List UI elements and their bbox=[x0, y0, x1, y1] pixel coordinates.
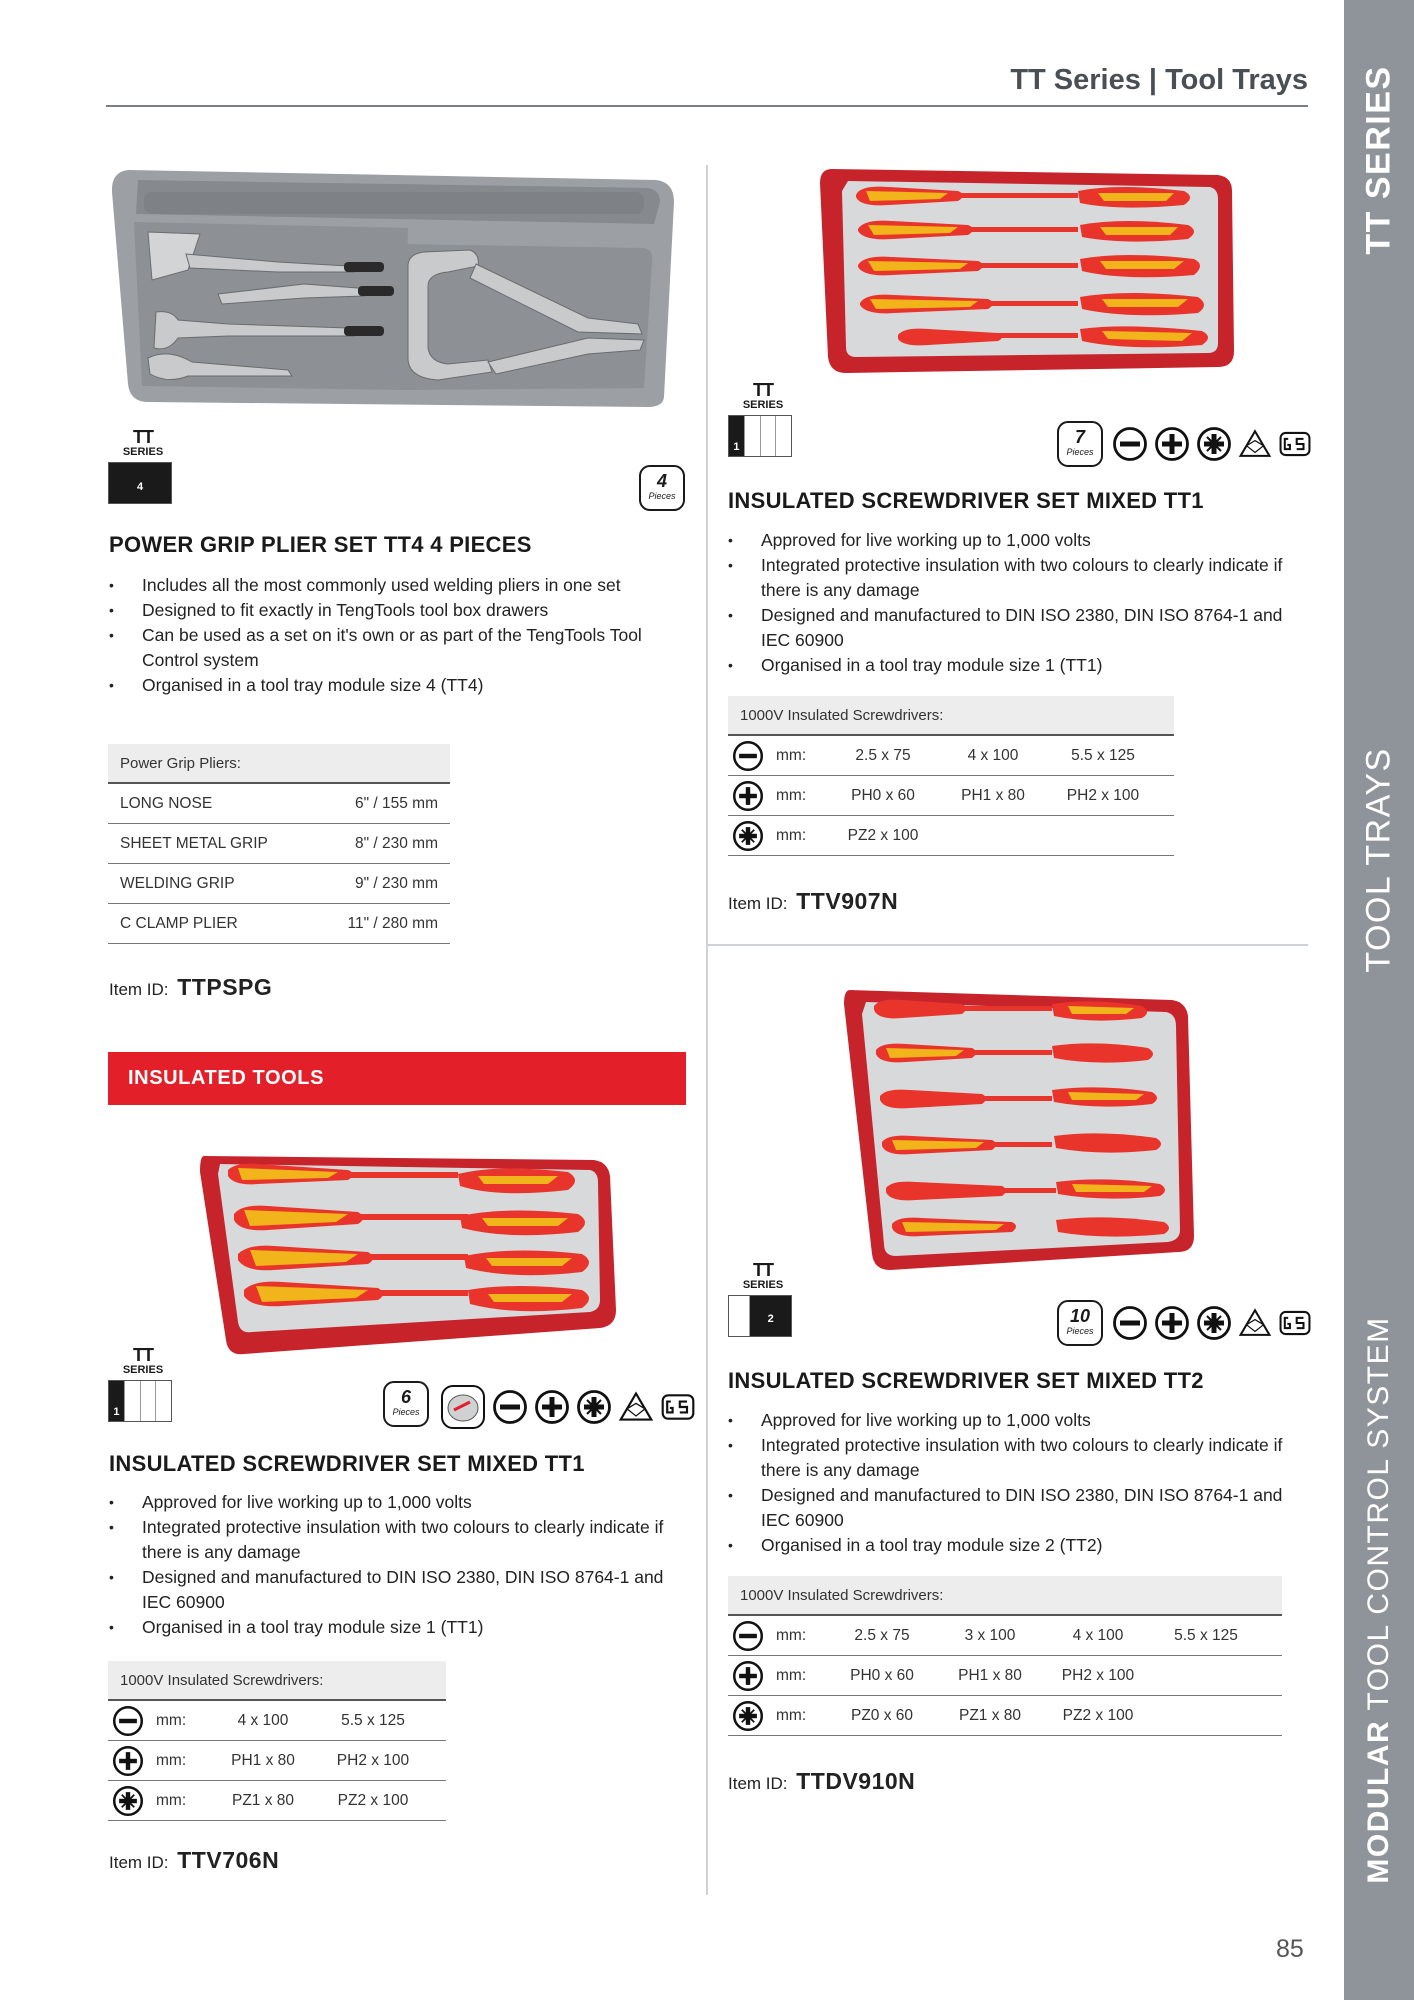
tray-module-size: 4 bbox=[136, 481, 144, 493]
size-value: PH1 x 80 bbox=[958, 1666, 1022, 1684]
plier-set-image bbox=[108, 162, 684, 412]
phillips-icon bbox=[112, 1745, 144, 1777]
unit-label: mm: bbox=[776, 1706, 807, 1724]
feature-item: • Organised in a tool tray module size 1 (TT1) bbox=[109, 1615, 687, 1640]
tray-module-cell bbox=[156, 1381, 171, 1421]
item-id-label: Item ID: bbox=[728, 894, 788, 913]
unit-label: mm: bbox=[776, 826, 807, 844]
table-row bbox=[108, 1741, 446, 1781]
table-row bbox=[108, 1701, 446, 1741]
tt-logo-text: TT bbox=[133, 1345, 153, 1365]
size-value: PH2 x 100 bbox=[1061, 1666, 1135, 1684]
vde-mark-icon bbox=[1238, 1305, 1272, 1341]
tray-module-cell bbox=[750, 1296, 791, 1336]
tray-module-indicator bbox=[728, 1295, 792, 1337]
side-label-tt-series: TT SERIES bbox=[1359, 65, 1398, 255]
pieces-badge bbox=[1057, 1300, 1103, 1346]
section-divider bbox=[708, 944, 1308, 946]
phillips-icon bbox=[732, 780, 764, 812]
table-row bbox=[108, 824, 450, 864]
pozidriv-icon bbox=[732, 1700, 764, 1732]
size-value: 4 x 100 bbox=[967, 746, 1019, 764]
screwdriver-set-6pc-image bbox=[198, 1150, 620, 1358]
spec-table-header: 1000V Insulated Screwdrivers: bbox=[108, 1661, 446, 1701]
item-id bbox=[728, 888, 898, 915]
table-row bbox=[728, 736, 1174, 776]
pozidriv-icon bbox=[112, 1785, 144, 1817]
table-row bbox=[728, 1696, 1282, 1736]
product-title: INSULATED SCREWDRIVER SET MIXED TT2 bbox=[728, 1368, 1204, 1393]
unit-label: mm: bbox=[776, 746, 807, 764]
size-value: PH1 x 80 bbox=[961, 786, 1025, 804]
feature-item: • Organised in a tool tray module size 4 (TT4) bbox=[109, 673, 675, 698]
unit-label: mm: bbox=[776, 1666, 807, 1684]
item-id-value: TTV706N bbox=[177, 1847, 280, 1873]
tt-logo-text: TT bbox=[133, 427, 153, 447]
tt-series-logo bbox=[108, 1346, 178, 1376]
pozidriv-icon bbox=[1196, 1305, 1232, 1341]
size-value: PZ1 x 80 bbox=[958, 1706, 1022, 1724]
table-row bbox=[728, 1616, 1282, 1656]
feature-item: • Organised in a tool tray module size 1 (TT1) bbox=[728, 653, 1306, 678]
page-title: TT Series | Tool Trays bbox=[1010, 64, 1308, 96]
size-value: 5.5 x 125 bbox=[341, 1711, 405, 1729]
certification-icons bbox=[1112, 1305, 1312, 1341]
size-value: PH2 x 100 bbox=[1066, 786, 1140, 804]
slotted-icon bbox=[1112, 1305, 1148, 1341]
plier-size: 9" / 230 mm bbox=[354, 874, 438, 892]
feature-list bbox=[109, 1490, 687, 1640]
screwdriver-spec-table bbox=[728, 696, 1174, 856]
series-logo-text: SERIES bbox=[742, 399, 784, 411]
size-value: PH2 x 100 bbox=[336, 1751, 410, 1769]
plier-spec-table bbox=[108, 744, 450, 944]
feature-item: • Can be used as a set on it's own or as part of the TengTools Tool Control system bbox=[109, 623, 675, 673]
tray-module-indicator bbox=[108, 1380, 172, 1422]
header-rule bbox=[106, 105, 1308, 107]
feature-item: • Designed and manufactured to DIN ISO 2380, DIN ISO 8764-1 and IEC 60900 bbox=[728, 603, 1306, 653]
size-value: 4 x 100 bbox=[1072, 1626, 1124, 1644]
side-label-modular-rest: TOOL CONTROL SYSTEM bbox=[1362, 1316, 1395, 1720]
size-value: 5.5 x 125 bbox=[1174, 1626, 1238, 1644]
item-id bbox=[109, 974, 272, 1001]
size-value: 2.5 x 75 bbox=[854, 1626, 910, 1644]
size-value: PH1 x 80 bbox=[231, 1751, 295, 1769]
tt-series-badge bbox=[728, 1261, 798, 1337]
table-row bbox=[108, 864, 450, 904]
plier-name: WELDING GRIP bbox=[120, 874, 235, 892]
tray-module-indicator bbox=[108, 462, 172, 504]
item-id-value: TTDV910N bbox=[796, 1768, 916, 1794]
tray-module-cell bbox=[141, 1381, 157, 1421]
side-label-tool-trays: TOOL TRAYS bbox=[1359, 747, 1398, 973]
table-row bbox=[108, 784, 450, 824]
feature-item: • Integrated protective insulation with two colours to clearly indicate if there is any damage bbox=[728, 553, 1306, 603]
tray-module-size: 1 bbox=[733, 441, 740, 453]
item-id-value: TTPSPG bbox=[177, 974, 273, 1000]
feature-item: • Designed and manufactured to DIN ISO 2380, DIN ISO 8764-1 and IEC 60900 bbox=[109, 1565, 687, 1615]
unit-label: mm: bbox=[156, 1711, 187, 1729]
side-label-modular-bold: MODULAR bbox=[1362, 1719, 1395, 1884]
tray-module-size: 2 bbox=[767, 1313, 774, 1325]
plier-name: C CLAMP PLIER bbox=[120, 914, 238, 932]
item-id-label: Item ID: bbox=[728, 1774, 788, 1793]
feature-item: • Designed and manufactured to DIN ISO 2380, DIN ISO 8764-1 and IEC 60900 bbox=[728, 1483, 1306, 1533]
feature-item: • Organised in a tool tray module size 2 (TT2) bbox=[728, 1533, 1306, 1558]
feature-list bbox=[109, 573, 675, 698]
spec-table-header: 1000V Insulated Screwdrivers: bbox=[728, 696, 1174, 736]
size-value: PZ2 x 100 bbox=[847, 826, 919, 844]
item-id bbox=[109, 1847, 279, 1874]
feature-item: • Integrated protective insulation with two colours to clearly indicate if there is any damage bbox=[728, 1433, 1306, 1483]
pieces-label: Pieces bbox=[1066, 447, 1094, 457]
table-row bbox=[108, 1781, 446, 1821]
gs-mark-icon bbox=[1278, 1305, 1312, 1341]
feature-item: • Approved for live working up to 1,000 volts bbox=[728, 1408, 1306, 1433]
size-value: 3 x 100 bbox=[964, 1626, 1016, 1644]
tt-series-logo bbox=[728, 381, 798, 411]
size-value: PH0 x 60 bbox=[850, 1666, 914, 1684]
tt-series-badge bbox=[728, 381, 798, 457]
tray-module-indicator bbox=[728, 415, 792, 457]
vde-mark-icon bbox=[1238, 426, 1272, 462]
phillips-icon bbox=[732, 1660, 764, 1692]
size-value: PZ0 x 60 bbox=[850, 1706, 914, 1724]
feature-item: • Integrated protective insulation with two colours to clearly indicate if there is any damage bbox=[109, 1515, 687, 1565]
table-row bbox=[728, 776, 1174, 816]
table-row bbox=[108, 904, 450, 944]
size-value: PZ2 x 100 bbox=[1062, 1706, 1134, 1724]
tt-series-logo bbox=[108, 428, 178, 458]
plier-size: 8" / 230 mm bbox=[354, 834, 438, 852]
series-logo-text: SERIES bbox=[742, 1279, 784, 1291]
tray-module-cell bbox=[125, 1381, 141, 1421]
tray-module-cell bbox=[761, 416, 777, 456]
pieces-label: Pieces bbox=[392, 1407, 420, 1417]
unit-label: mm: bbox=[156, 1791, 187, 1809]
tray-module-cell bbox=[109, 1381, 125, 1421]
tray-module-cell bbox=[109, 463, 171, 503]
plier-size: 6" / 155 mm bbox=[354, 794, 438, 812]
size-value: 2.5 x 75 bbox=[855, 746, 911, 764]
pieces-count: 4 bbox=[656, 471, 667, 491]
product-title: INSULATED SCREWDRIVER SET MIXED TT1 bbox=[109, 1451, 585, 1476]
plier-name: SHEET METAL GRIP bbox=[120, 834, 268, 852]
pieces-count: 6 bbox=[400, 1387, 411, 1407]
feature-item: • Approved for live working up to 1,000 volts bbox=[728, 528, 1306, 553]
feature-item: • Includes all the most commonly used welding pliers in one set bbox=[109, 573, 675, 598]
feature-item: • Designed to fit exactly in TengTools tool box drawers bbox=[109, 598, 675, 623]
slotted-icon bbox=[1112, 426, 1148, 462]
tray-module-cell bbox=[729, 416, 745, 456]
unit-label: mm: bbox=[776, 786, 807, 804]
series-logo-text: SERIES bbox=[122, 1364, 164, 1376]
slotted-icon bbox=[112, 1705, 144, 1737]
item-id-label: Item ID: bbox=[109, 1853, 169, 1872]
tt-logo-text: TT bbox=[753, 380, 773, 400]
plier-size: 11" / 280 mm bbox=[347, 914, 438, 932]
unit-label: mm: bbox=[156, 1751, 187, 1769]
feature-list bbox=[728, 1408, 1306, 1558]
pieces-label: Pieces bbox=[648, 491, 676, 501]
gs-mark-icon bbox=[1278, 426, 1312, 462]
product-title: POWER GRIP PLIER SET TT4 4 PIECES bbox=[109, 532, 532, 557]
pozidriv-icon bbox=[732, 820, 764, 852]
size-value: PZ2 x 100 bbox=[337, 1791, 409, 1809]
vde-mark-icon bbox=[618, 1389, 654, 1425]
unit-label: mm: bbox=[776, 1626, 807, 1644]
tray-module-size: 1 bbox=[113, 1406, 120, 1418]
size-value: PH0 x 60 bbox=[851, 786, 915, 804]
item-id-label: Item ID: bbox=[109, 980, 169, 999]
plier-name: LONG NOSE bbox=[120, 794, 213, 812]
tray-module-cell bbox=[745, 416, 761, 456]
series-logo-text: SERIES bbox=[122, 446, 164, 458]
item-id-value: TTV907N bbox=[796, 888, 899, 914]
phillips-icon bbox=[1154, 426, 1190, 462]
phillips-icon bbox=[1154, 1305, 1190, 1341]
pieces-count: 10 bbox=[1069, 1306, 1091, 1326]
screwdriver-spec-table bbox=[108, 1661, 446, 1821]
table-row bbox=[728, 1656, 1282, 1696]
feature-list bbox=[728, 528, 1306, 678]
pieces-count: 7 bbox=[1074, 427, 1085, 447]
size-value: 5.5 x 125 bbox=[1071, 746, 1135, 764]
certification-icons bbox=[440, 1384, 696, 1430]
size-value: 4 x 100 bbox=[237, 1711, 289, 1729]
spec-table-header: 1000V Insulated Screwdrivers: bbox=[728, 1576, 1282, 1616]
table-row bbox=[728, 816, 1174, 856]
side-label-modular bbox=[1362, 1316, 1396, 1883]
screwdriver-set-10pc-image bbox=[842, 986, 1198, 1272]
slotted-icon bbox=[492, 1389, 528, 1425]
insulated-tools-banner: INSULATED TOOLS bbox=[108, 1052, 686, 1105]
shape-tray-icon bbox=[440, 1384, 486, 1430]
phillips-icon bbox=[534, 1389, 570, 1425]
page-number: 85 bbox=[1276, 1935, 1304, 1963]
tray-module-cell bbox=[729, 1296, 750, 1336]
feature-item: • Approved for live working up to 1,000 volts bbox=[109, 1490, 687, 1515]
pieces-badge bbox=[1057, 421, 1103, 467]
pieces-badge bbox=[639, 465, 685, 511]
gs-mark-icon bbox=[660, 1389, 696, 1425]
screwdriver-set-7pc-image bbox=[818, 165, 1238, 377]
tt-logo-text: TT bbox=[753, 1260, 773, 1280]
slotted-icon bbox=[732, 1620, 764, 1652]
column-divider bbox=[706, 165, 708, 1895]
item-id bbox=[728, 1768, 915, 1795]
tt-series-badge bbox=[108, 428, 178, 504]
pieces-badge bbox=[383, 1381, 429, 1427]
certification-icons bbox=[1112, 426, 1312, 462]
pozidriv-icon bbox=[576, 1389, 612, 1425]
spec-table-header: Power Grip Pliers: bbox=[108, 744, 450, 784]
pieces-label: Pieces bbox=[1066, 1326, 1094, 1336]
pozidriv-icon bbox=[1196, 426, 1232, 462]
size-value: PZ1 x 80 bbox=[231, 1791, 295, 1809]
tt-series-badge bbox=[108, 1346, 178, 1422]
product-title: INSULATED SCREWDRIVER SET MIXED TT1 bbox=[728, 488, 1204, 513]
tray-module-cell bbox=[776, 416, 791, 456]
screwdriver-spec-table bbox=[728, 1576, 1282, 1736]
slotted-icon bbox=[732, 740, 764, 772]
tt-series-logo bbox=[728, 1261, 798, 1291]
